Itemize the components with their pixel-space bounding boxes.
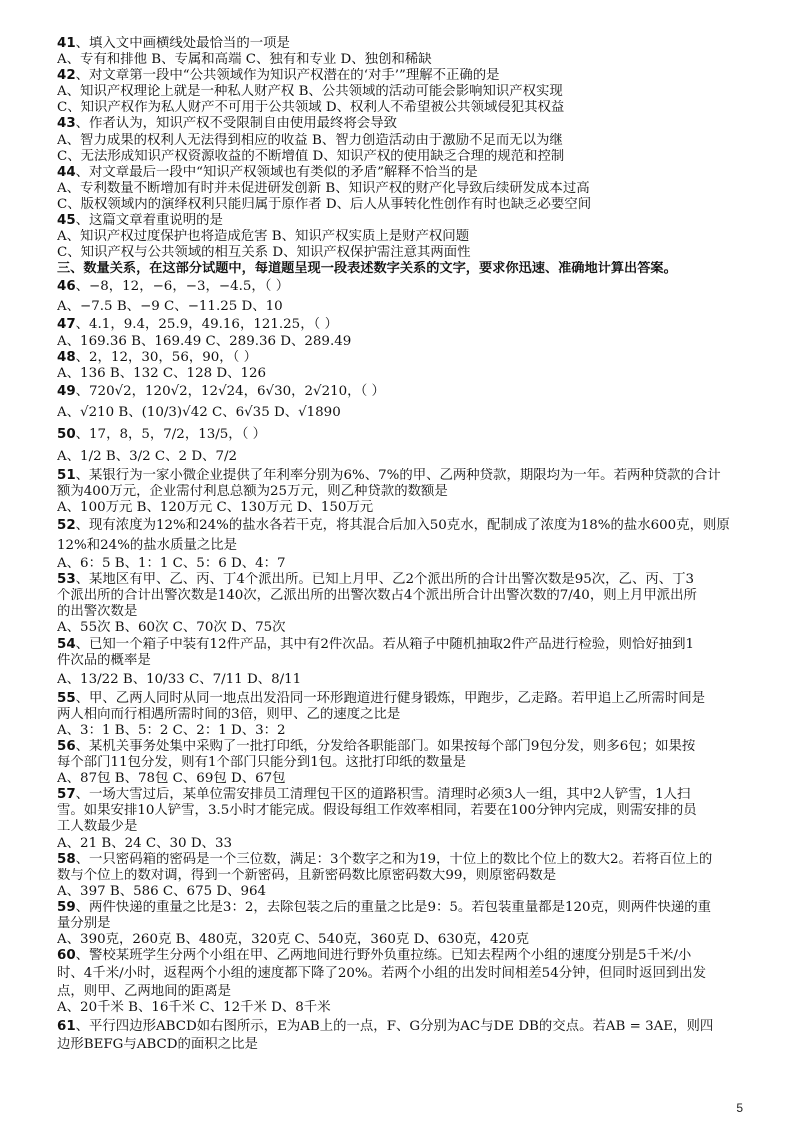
line-text: C、版权领域内的演绎权利只能归属于原作者 D、后人从事转化性创作有时也缺乏必要空间 <box>57 196 592 212</box>
document-page <box>57 36 757 1053</box>
question-line <box>57 787 757 803</box>
page-number: 5 <box>736 1101 743 1115</box>
question-line <box>57 213 757 229</box>
line-text: A、397 B、586 C、675 D、964 <box>57 883 267 899</box>
line-text: 、作者认为，知识产权不受限制自由使用最终将会导致 <box>75 116 398 132</box>
line-text: 点，则甲、乙两地间的距离是 <box>57 984 232 1000</box>
line-text: A、6：5 B、1：1 C、5：6 D、4：7 <box>57 556 286 572</box>
question-line <box>57 739 757 755</box>
question-line <box>57 116 757 132</box>
text-line <box>57 620 757 636</box>
line-text: 、4.1，9.4，25.9，49.16，121.25，（ ） <box>75 317 338 333</box>
text-line <box>57 500 757 516</box>
question-number: 51 <box>57 467 76 483</box>
text-line <box>57 402 757 424</box>
question-line <box>57 691 757 707</box>
text-line <box>57 1037 757 1053</box>
text-line <box>57 836 757 852</box>
line-text: A、87包 B、78包 C、69包 D、67包 <box>57 771 286 787</box>
question-number: 54 <box>57 636 76 652</box>
question-number: 58 <box>57 851 76 867</box>
question-number: 55 <box>57 690 76 706</box>
line-text: 数与个位上的数对调，得到一个新密码，且新密码数比原密码数大99，则原密码数是 <box>57 867 557 883</box>
question-number: 43 <box>57 116 76 132</box>
question-number: 44 <box>57 164 76 180</box>
question-line <box>57 350 757 366</box>
question-line <box>57 900 757 916</box>
line-text: 、平行四边形ABCD如右图所示，E为AB上的一点，F、G分别为AC与DE DB的交点。若AB = 3AE，则四 <box>75 1018 714 1034</box>
line-text: A、55次 B、60次 C、70次 D、75次 <box>57 620 286 636</box>
question-line <box>57 948 757 964</box>
text-line <box>57 669 757 691</box>
text-line <box>57 181 757 197</box>
line-text: A、20千米 B、16千米 C、12千米 D、8千米 <box>57 1000 331 1016</box>
text-line <box>57 707 757 723</box>
line-text: 、某地区有甲、乙、丙、丁4个派出所。已知上月甲、乙2个派出所的合计出警次数是95次，乙、丙、丁3 <box>75 572 695 588</box>
line-text: 、17，8，5，7/2，13/5，（ ） <box>75 426 267 442</box>
text-line <box>57 653 757 669</box>
line-text: A、169.36 B、169.49 C、289.36 D、289.49 <box>57 333 352 349</box>
line-text: 额为400万元，企业需付利息总额为25万元，则乙种贷款的数额是 <box>57 483 448 499</box>
line-text: 件次品的概率是 <box>57 652 151 668</box>
question-number: 45 <box>57 213 76 229</box>
question-number: 50 <box>57 426 76 442</box>
line-text: 、这篇文章着重说明的是 <box>75 213 223 229</box>
line-text: 每个部门11包分发，则有1个部门只能分到1包。这批打印纸的数量是 <box>57 755 467 771</box>
text-line <box>57 803 757 819</box>
question-line <box>57 852 757 868</box>
question-number: 57 <box>57 787 76 803</box>
question-line <box>57 516 757 536</box>
question-line <box>57 277 757 297</box>
question-number: 61 <box>57 1018 76 1034</box>
question-number: 46 <box>57 279 76 295</box>
text-line <box>57 84 757 100</box>
text-line <box>57 755 757 771</box>
question-number: 60 <box>57 948 76 964</box>
line-text: A、智力成果的权利人无法得到相应的收益 B、智力创造活动由于激励不足而无以为继 <box>57 132 563 148</box>
line-text: 、一场大雪过后，某单位需安排员工清理包干区的道路积雪。清理时必须3人一组，其中2人铲雪，1人扫 <box>75 787 691 803</box>
line-text: 、两件快递的重量之比是3：2，去除包装之后的重量之比是9：5。若包装重量都是120克，则两件快递的重 <box>75 899 712 915</box>
line-text: A、136 B、132 C、128 D、126 <box>57 365 267 381</box>
question-number: 52 <box>57 518 76 534</box>
line-text: 量分别是 <box>57 916 111 932</box>
line-text: A、−7.5 B、−9 C、−11.25 D、10 <box>57 299 283 315</box>
line-text: 的出警次数是 <box>57 604 138 620</box>
question-line <box>57 468 757 484</box>
line-text: 、现有浓度为12%和24%的盐水各若干克，将其混合后加入50克水，配制成了浓度为18%的盐水600克，则原 <box>75 518 730 534</box>
line-text: A、3：1 B、5：2 C、2：1 D、3：2 <box>57 722 286 738</box>
question-number: 48 <box>57 349 76 365</box>
line-text: 、2，12，30，56，90，（ ） <box>75 349 257 365</box>
line-text: A、√210 B、(10/3)√42 C、6√35 D、√1890 <box>57 404 341 420</box>
line-text: A、专有和排他 B、专属和高端 C、独有和专业 D、独创和稀缺 <box>57 52 432 68</box>
line-text: 、已知一个箱子中装有12件产品，其中有2件次品。若从箱子中随机抽取2件产品进行检验，则恰好抽到1 <box>75 636 695 652</box>
text-line <box>57 52 757 68</box>
text-line <box>57 245 757 261</box>
text-line <box>57 297 757 317</box>
question-line <box>57 572 757 588</box>
question-line <box>57 68 757 84</box>
line-text: A、专利数量不断增加有时并未促进研发创新 B、知识产权的财产化导致后续研发成本过高 <box>57 180 590 196</box>
line-text: 时、4千米/小时，返程两个小组的速度都下降了20%。若两个小组的出发时间相差54分钟，但同时返回到出发 <box>57 966 707 982</box>
text-line <box>57 819 757 835</box>
line-text: 、对文章最后一段中“知识产权领域也有类似的矛盾”解释不恰当的是 <box>75 164 478 180</box>
line-text: 、填入文中画横线处最恰当的一项是 <box>75 36 290 51</box>
line-text: 、−8，12，−6，−3，−4.5，（ ） <box>75 279 290 295</box>
line-text: 、一只密码箱的密码是一个三位数，满足：3个数字之和为19，十位上的数比个位上的数大2。若将百位上的 <box>75 851 713 867</box>
text-line <box>57 723 757 739</box>
line-text: 雪。如果安排10人铲雪，3.5小时才能完成。假设每组工作效率相同，若要在100分钟内完成，则需安排的员 <box>57 803 697 819</box>
text-line <box>57 334 757 350</box>
question-line <box>57 36 757 52</box>
line-text: 、某机关事务处集中采购了一批打印纸，分发给各职能部门。如果按每个部门9包分发，则多6包；如果按 <box>75 739 696 754</box>
line-text: 两人相向而行相遇所需时间的3倍，则甲、乙的速度之比是 <box>57 706 401 722</box>
text-line <box>57 984 757 1000</box>
text-line <box>57 484 757 500</box>
line-text: A、21 B、24 C、30 D、33 <box>57 835 232 851</box>
question-number: 42 <box>57 68 76 84</box>
line-text: A、1/2 B、3/2 C、2 D、7/2 <box>57 448 237 464</box>
text-line <box>57 197 757 213</box>
question-line <box>57 424 757 446</box>
question-line <box>57 637 757 653</box>
question-line <box>57 317 757 333</box>
question-number: 41 <box>57 36 76 51</box>
text-line <box>57 446 757 468</box>
text-line <box>57 964 757 984</box>
text-line <box>57 884 757 900</box>
text-line <box>57 868 757 884</box>
line-text: C、知识产权与公共领域的相互关系 D、知识产权保护需注意其两面性 <box>57 245 471 261</box>
text-line <box>57 771 757 787</box>
line-text: 工人数最少是 <box>57 819 138 835</box>
section-heading <box>57 261 757 277</box>
line-text: C、无法形成知识产权资源收益的不断增值 D、知识产权的使用缺乏合理的规范和控制 <box>57 148 565 164</box>
text-line <box>57 133 757 149</box>
line-text: 边形BEFG与ABCD的面积之比是 <box>57 1036 258 1052</box>
line-text: 、对文章第一段中“公共领域作为知识产权潜在的‘对手’”理解不正确的是 <box>75 68 500 84</box>
text-line <box>57 604 757 620</box>
text-line <box>57 916 757 932</box>
line-text: 、某银行为一家小微企业提供了年利率分别为6%、7%的甲、乙两种贷款，期限均为一年。若两种贷款的合计 <box>75 467 721 483</box>
text-line <box>57 556 757 572</box>
question-line <box>57 165 757 181</box>
line-text: 个派出所的合计出警次数是140次，乙派出所的出警次数占4个派出所合计出警次数的7/40，则上月甲派出所 <box>57 588 697 604</box>
line-text: A、390克，260克 B、480克，320克 C、540克，360克 D、630克，420克 <box>57 932 529 948</box>
line-text: C、知识产权作为私人财产不可用于公共领域 D、权利人不希望被公共领域侵犯其权益 <box>57 100 565 116</box>
line-text: 12%和24%的盐水质量之比是 <box>57 538 238 554</box>
line-text: A、知识产权过度保护也将造成危害 B、知识产权实质上是财产权问题 <box>57 229 470 245</box>
text-line <box>57 932 757 948</box>
line-text: 三、数量关系，在这部分试题中，每道题呈现一段表述数字关系的文字，要求你迅速、准确地计算出答案。 <box>57 261 677 277</box>
question-number: 56 <box>57 739 76 754</box>
text-line <box>57 229 757 245</box>
line-text: A、13/22 B、10/33 C、7/11 D、8/11 <box>57 671 302 687</box>
question-number: 59 <box>57 899 76 915</box>
question-line <box>57 382 757 402</box>
line-text: 、警校某班学生分两个小组在甲、乙两地间进行野外负重拉练。已知去程两个小组的速度分别是5千米/小 <box>75 948 692 964</box>
text-line <box>57 366 757 382</box>
text-line <box>57 1000 757 1016</box>
line-text: 、甲、乙两人同时从同一地点出发沿同一环形跑道进行健身锻炼，甲跑步，乙走路。若甲追上乙所需时间是 <box>75 690 705 706</box>
question-number: 49 <box>57 383 76 399</box>
question-number: 47 <box>57 317 76 333</box>
question-line <box>57 1017 757 1037</box>
line-text: A、知识产权理论上就是一种私人财产权 B、公共领域的活动可能会影响知识产权实现 <box>57 84 563 100</box>
text-line <box>57 100 757 116</box>
question-number: 53 <box>57 572 76 588</box>
text-line <box>57 536 757 556</box>
line-text: 、720√2，120√2，12√24，6√30，2√210，（ ） <box>75 383 385 399</box>
text-line <box>57 588 757 604</box>
text-line <box>57 149 757 165</box>
line-text: A、100万元 B、120万元 C、130万元 D、150万元 <box>57 499 374 515</box>
